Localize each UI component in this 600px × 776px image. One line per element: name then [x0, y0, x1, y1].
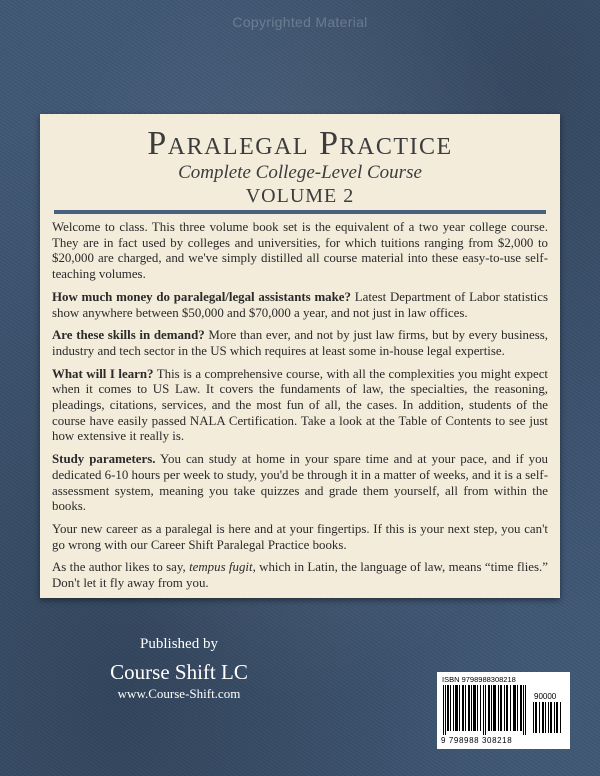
- intro-paragraph: Welcome to class. This three volume book set is the equivalent of a two year college course. They are in fact used by colleges and universities, for which tuitions ranging from $2,000 to $20,000 are charged, and we've simply distilled all course material into these easy-to-use self-teaching volumes.: [52, 220, 548, 282]
- book-title: Paralegal Practice: [147, 125, 453, 162]
- closing-latin: tempus fugit: [189, 560, 253, 575]
- copyright-watermark: Copyrighted Material: [232, 14, 368, 30]
- career-paragraph: Your new career as a paralegal is here and at your fingertips. If this is your next step, you can't go wrong with our Career Shift Paralegal Practice books.: [52, 521, 548, 552]
- addon-barcode-bars: [533, 702, 563, 733]
- back-cover-panel: [40, 114, 560, 598]
- published-by-label: Published by: [140, 636, 218, 652]
- salary-text: Latest Department of Labor statistics show anywhere between $50,000 and $70,000 a year, and not just in law offices.: [52, 289, 548, 320]
- publisher-name: Course Shift LC: [110, 660, 248, 684]
- demand-heading: Are these skills in demand?: [52, 328, 205, 343]
- learn-heading: What will I learn?: [52, 366, 154, 381]
- closing-paragraph: [52, 560, 548, 591]
- learn-text: This is a comprehensive course, with all the complexities you might expect when it comes to US Law. It covers the fundaments of law, the specialties, the reasoning, pleadings, citations, services, and the most fun of all, the cases. In addition, students of the course have easily passed NALA Certification. Take a look at the Table of Contents to see just how extensive it really is.: [52, 366, 549, 444]
- divider-rule: [54, 210, 546, 214]
- volume-label: VOLUME 2: [245, 185, 355, 207]
- demand-text: More than ever, and not by just law firms, but by every business, industry and tech sector in the US which requires at least some in-house legal expertise.: [52, 328, 548, 358]
- closing-pre: As the author likes to say,: [52, 560, 190, 575]
- study-heading: Study parameters.: [52, 452, 156, 467]
- price-code: 90000: [534, 692, 557, 701]
- publisher-block: [94, 634, 264, 702]
- salary-heading: How much money do paralegal/legal assistants make?: [52, 289, 351, 304]
- closing-post: , which in Latin, the language of law, means “time flies.” Don't let it fly away from you.: [52, 560, 548, 591]
- isbn-barcode: [437, 672, 570, 749]
- salary-paragraph: [52, 290, 548, 321]
- barcode-digits: 9 798988 308218: [441, 736, 513, 745]
- ean-barcode-bars: [443, 685, 529, 735]
- learn-paragraph: [52, 367, 548, 446]
- study-paragraph: [52, 452, 548, 515]
- study-text: You can study at home in your spare time and at your pace, and if you dedicated 6-10 hours per week to study, you'd be through it in a matter of weeks, and it is a self-assessment system, meaning you take quizzes and grade them yourself, all from within the books.: [52, 452, 548, 514]
- isbn-label: ISBN 9798988308218: [442, 675, 516, 684]
- demand-paragraph: [52, 328, 548, 359]
- description-body: [52, 220, 548, 599]
- book-subtitle: Complete College-Level Course: [178, 162, 422, 183]
- publisher-url: www.Course-Shift.com: [117, 686, 241, 701]
